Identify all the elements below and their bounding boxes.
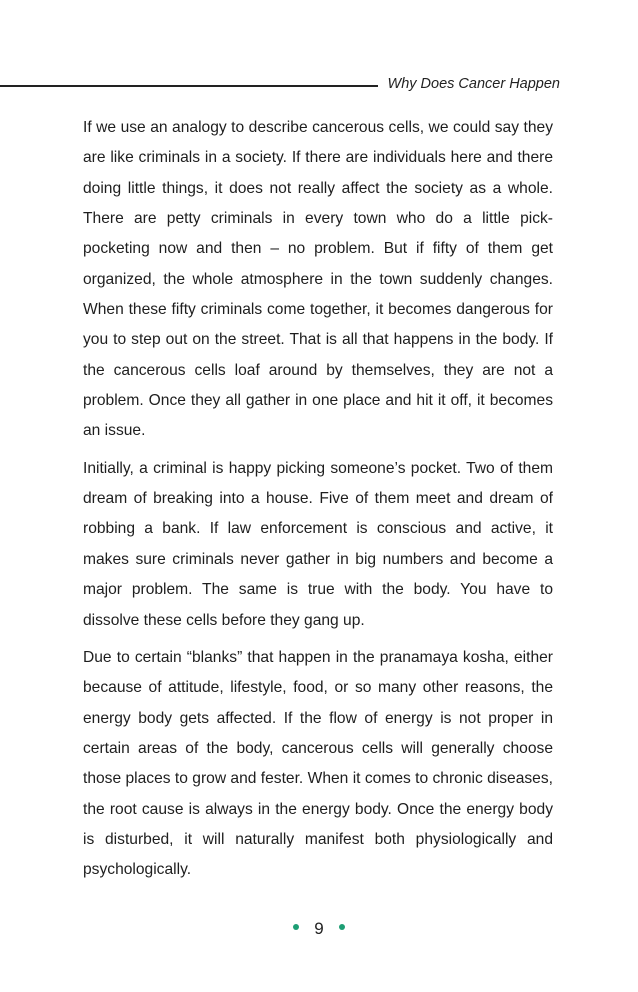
paragraph-3: Due to certain “blanks” that happen in the pranamaya kosha, either because of attitude, lifestyle, food, or so many other reasons, the energy body gets affected. If the flow of energy is not proper in certain areas of the body, cancerous cells will generally choose those places to grow and fester. When it comes to chronic diseases, the root cause is always in the energy body. Once the energy body is disturbed, it will naturally manifest both physiologically and psychologically.	[83, 648, 553, 879]
body-text	[83, 113, 553, 893]
header-rule	[0, 85, 378, 87]
page-number: 9	[314, 918, 324, 938]
paragraph-1: If we use an analogy to describe cancerous cells, we could say they are like criminals in a society. If there are individuals here and there doing little things, it does not really affect the society as a whole. There are petty criminals in every town who do a little pick-pocketing now and then – no problem. But if fifty of them get organized, the whole atmosphere in the town suddenly changes. When these fifty criminals come together, it becomes dangerous for you to step out on the street. That is all that happens in the body. If the cancerous cells loaf around by themselves, they are not a problem. Once they all gather in one place and hit it off, it becomes an issue.	[83, 119, 553, 440]
running-head-title: Why Does Cancer Happen	[387, 76, 560, 92]
paragraph-2: Initially, a criminal is happy picking someone’s pocket. Two of them dream of breaking into a house. Five of them meet and dream of robbing a bank. If law enforcement is conscious and active, it makes sure criminals never gather in big numbers and become a major problem. The same is true with the body. You have to dissolve these cells before they gang up.	[83, 459, 553, 629]
bullet-right-icon	[339, 924, 345, 930]
page-footer	[0, 918, 638, 939]
bullet-left-icon	[293, 924, 299, 930]
